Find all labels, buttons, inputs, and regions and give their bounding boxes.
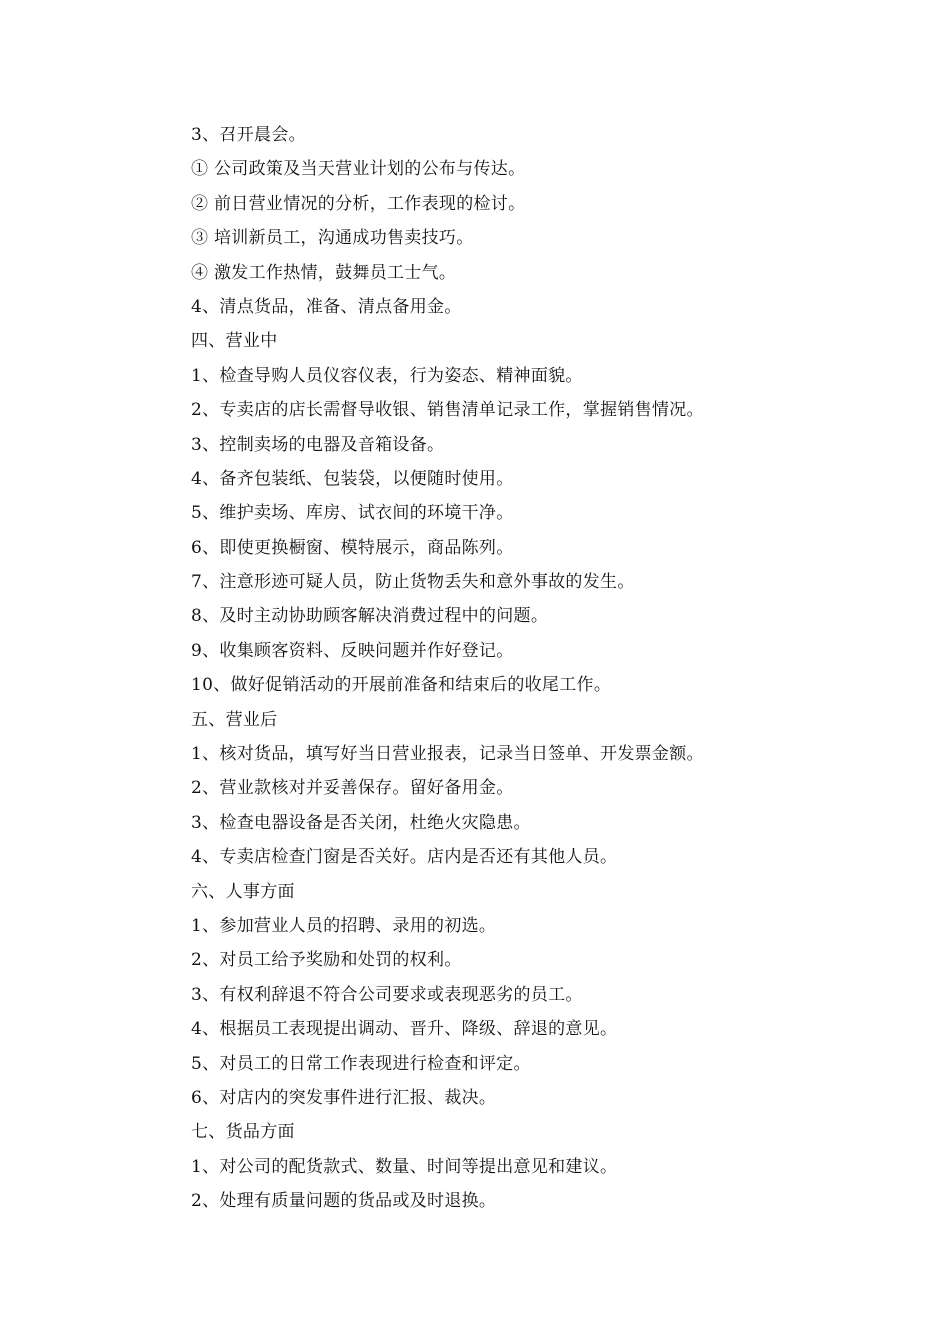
list-item: 4、专卖店检查门窗是否关好。店内是否还有其他人员。 [191, 847, 618, 868]
list-item: 6、即使更换橱窗、模特展示，商品陈列。 [191, 537, 514, 558]
list-item: ② 前日营业情况的分析，工作表现的检讨。 [191, 193, 526, 214]
list-item: 6、对店内的突发事件进行汇报、裁决。 [191, 1087, 497, 1108]
list-item: 2、营业款核对并妥善保存。留好备用金。 [191, 778, 514, 799]
section-heading: 六、人事方面 [191, 881, 295, 902]
list-item: 5、对员工的日常工作表现进行检查和评定。 [191, 1053, 531, 1074]
section-heading: 五、营业后 [191, 709, 278, 730]
list-item: 2、专卖店的店长需督导收银、销售清单记录工作，掌握销售情况。 [191, 400, 704, 421]
list-item: ③ 培训新员工，沟通成功售卖技巧。 [191, 228, 474, 249]
list-item: ④ 激发工作热情，鼓舞员工士气。 [191, 262, 457, 283]
list-item: 2、对员工给予奖励和处罚的权利。 [191, 950, 462, 971]
document-body [191, 118, 871, 1219]
section-heading: 七、货品方面 [191, 1122, 295, 1143]
list-item: 1、检查导购人员仪容仪表，行为姿态、精神面貌。 [191, 365, 583, 386]
list-item: 4、根据员工表现提出调动、晋升、降级、辞退的意见。 [191, 1019, 618, 1040]
list-item: 10、做好促销活动的开展前准备和结束后的收尾工作。 [191, 675, 612, 696]
list-item: 4、备齐包装纸、包装袋，以便随时使用。 [191, 468, 514, 489]
list-item: 7、注意形迹可疑人员，防止货物丢失和意外事故的发生。 [191, 572, 635, 593]
list-item: 1、参加营业人员的招聘、录用的初选。 [191, 915, 497, 936]
list-item: 3、召开晨会。 [191, 125, 306, 145]
list-item: 1、对公司的配货款式、数量、时间等提出意见和建议。 [191, 1156, 618, 1177]
list-item: 8、及时主动协助顾客解决消费过程中的问题。 [191, 606, 549, 627]
list-item: 3、检查电器设备是否关闭，杜绝火灾隐患。 [191, 812, 531, 833]
list-item: 5、维护卖场、库房、试衣间的环境干净。 [191, 503, 514, 524]
list-item: ① 公司政策及当天营业计划的公布与传达。 [191, 159, 526, 180]
list-item: 1、核对货品，填写好当日营业报表，记录当日签单、开发票金额。 [191, 744, 704, 765]
list-item: 2、处理有质量问题的货品或及时退换。 [191, 1191, 497, 1212]
list-item: 3、有权利辞退不符合公司要求或表现恶劣的员工。 [191, 984, 583, 1005]
section-heading: 四、营业中 [191, 331, 278, 352]
list-item: 4、清点货品，准备、清点备用金。 [191, 296, 462, 317]
list-item: 9、收集顾客资料、反映问题并作好登记。 [191, 640, 514, 661]
list-item: 3、控制卖场的电器及音箱设备。 [191, 434, 445, 455]
